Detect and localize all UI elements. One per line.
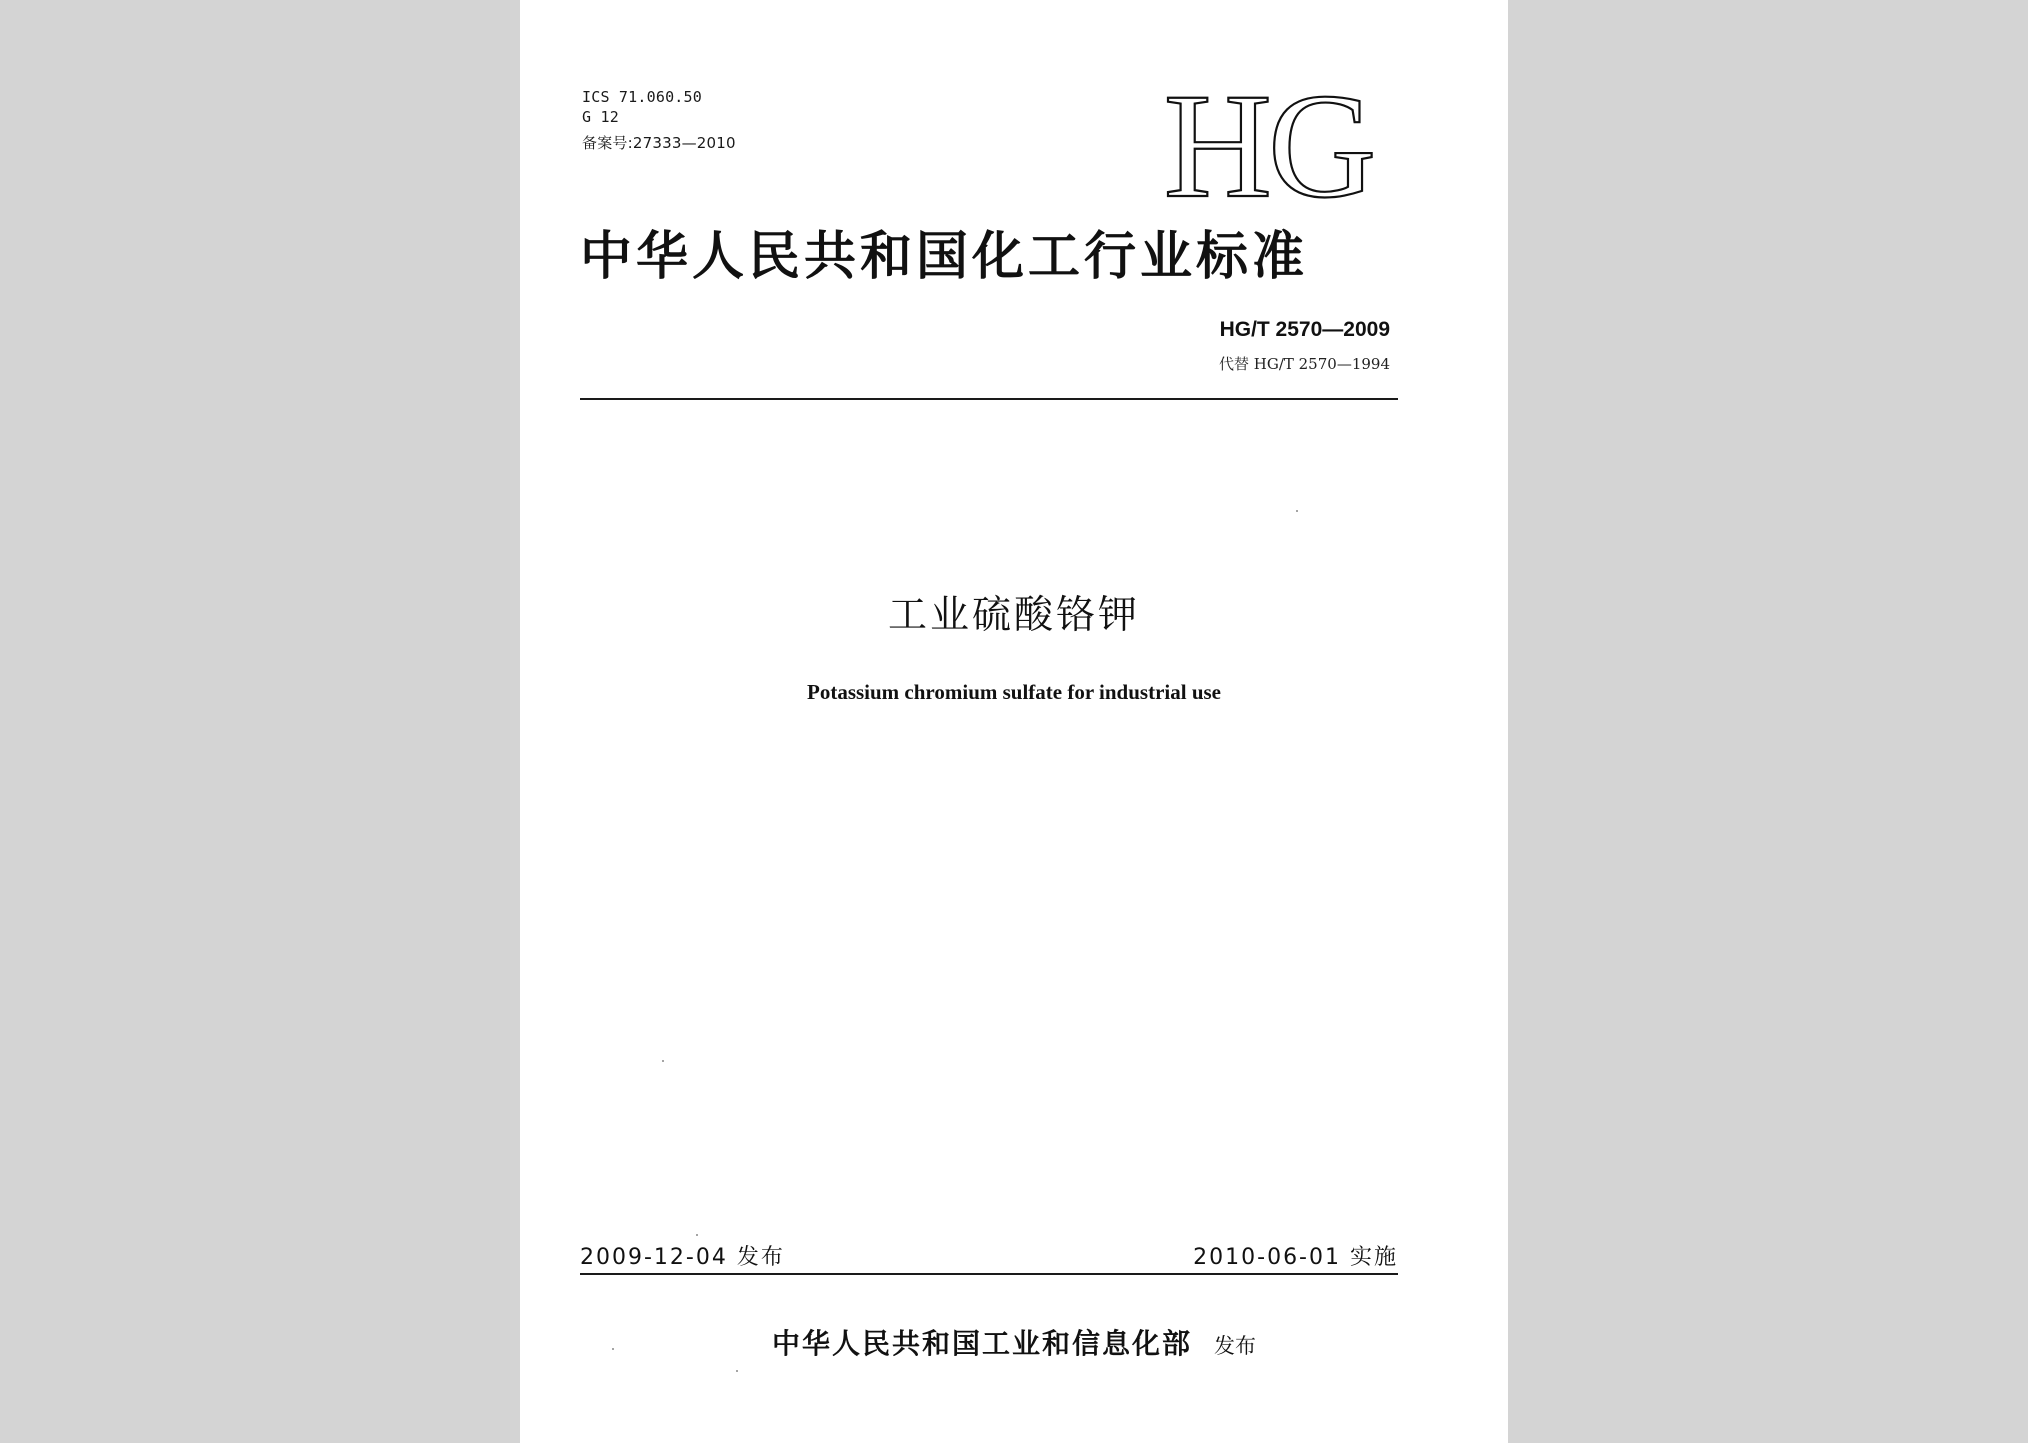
scan-speck [1296,510,1298,512]
classification-code: G 12 [582,108,619,126]
scan-speck [736,1370,738,1372]
issuer-action: 发布 [1214,1334,1256,1358]
header-divider [580,398,1398,400]
ics-code: ICS 71.060.50 [582,88,702,106]
issuer-name: 中华人民共和国工业和信息化部 [771,1327,1192,1360]
document-page [520,0,1508,1443]
document-title-english: Potassium chromium sulfate for industrial use [807,680,1221,704]
document-title-chinese: 工业硫酸铬钾 [887,593,1140,638]
issuing-authority [520,1322,1508,1362]
issue-date: 2009-12-04 发布 [580,1245,785,1270]
standard-number: HG/T 2570—2009 [1219,318,1390,341]
scan-speck [696,1234,698,1236]
scan-speck [662,1060,664,1062]
scan-speck [612,1348,614,1350]
filing-number: 备案号:27333—2010 [582,134,736,152]
footer-divider [580,1273,1398,1275]
hg-logo-text: HG [1163,68,1373,218]
replaced-standard: 代替 HG/T 2570—1994 [1218,355,1390,373]
implementation-date: 2010-06-01 实施 [1193,1245,1398,1270]
standard-title: 中华人民共和国化工行业标准 [580,227,1309,287]
hg-logo [1148,68,1388,218]
